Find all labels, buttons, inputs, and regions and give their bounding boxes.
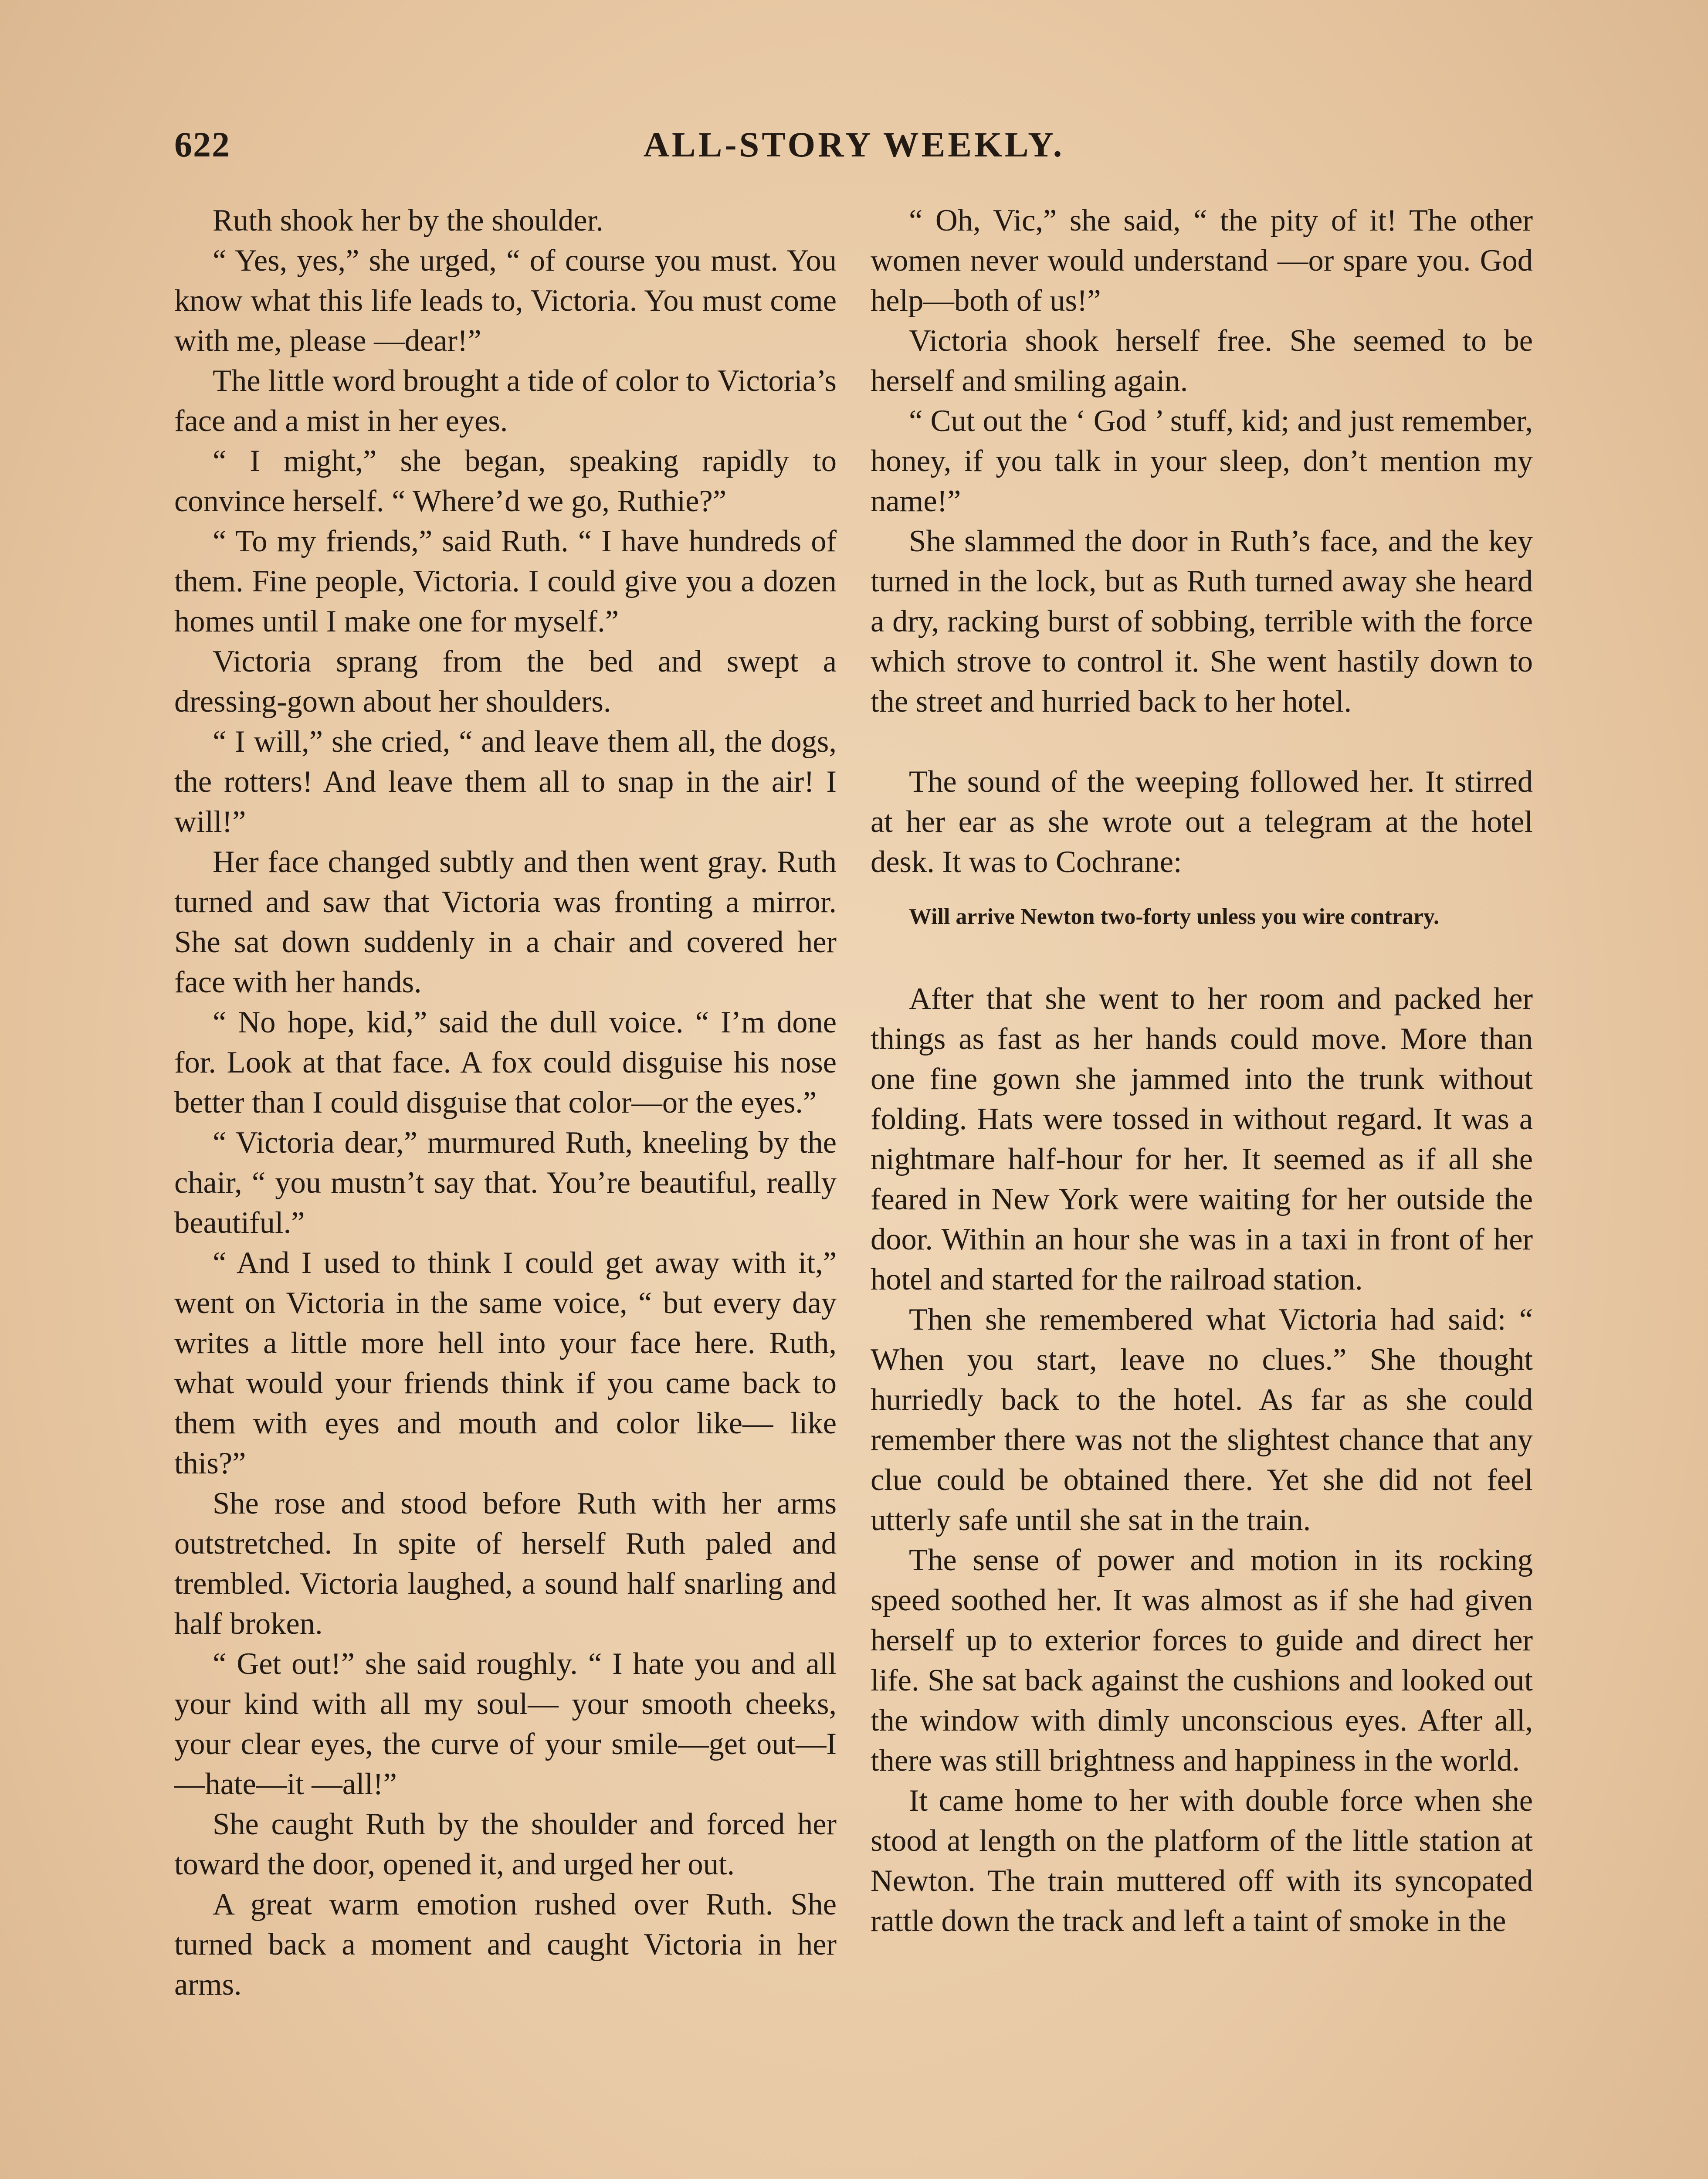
- page-header: [174, 124, 1534, 176]
- paragraph: Then she remembered what Victoria had said: “ When you start, leave no clues.” She thought hurriedly back to the hotel. As far as she could remember there was not the slightest chance that any clue could be obtained there. Yet she did not feel utterly safe until she sat in the train.: [871, 1303, 1533, 1537]
- paragraph: “ To my friends,” said Ruth. “ I have hundreds of them. Fine people, Victoria. I could give you a dozen homes until I make one for myself.”: [174, 524, 837, 638]
- paragraph: She caught Ruth by the shoulder and forced her toward the door, opened it, and urged her out.: [174, 1807, 837, 1881]
- right-column: [871, 200, 1533, 1941]
- paragraph: It came home to her with double force when she stood at length on the platform of the little station at Newton. The train muttered off with its syncopated rattle down the track and left a taint of smoke in the: [871, 1784, 1533, 1938]
- page-number: 622: [174, 125, 230, 164]
- paragraph: “ And I used to think I could get away with it,” went on Victoria in the same voice, “ but every day writes a little more hell into your face here. Ruth, what would your friends think if you came back to them with eyes and mouth and color like— like this?”: [174, 1246, 837, 1480]
- paragraph: “ Cut out the ‘ God ’ stuff, kid; and just remember, honey, if you talk in your sleep, don’t mention my name!”: [871, 404, 1533, 518]
- paragraph: Her face changed subtly and then went gray. Ruth turned and saw that Victoria was fronting a mirror. She sat down suddenly in a chair and covered her face with her hands.: [174, 845, 837, 999]
- left-column: [174, 200, 837, 2005]
- running-head: ALL-STORY WEEKLY.: [643, 125, 1065, 164]
- paragraph: “ Oh, Vic,” she said, “ the pity of it! The other women never would understand —or spare you. God help—both of us!”: [871, 204, 1533, 318]
- paragraph: “ I might,” she began, speaking rapidly to convince herself. “ Where’d we go, Ruthie?”: [174, 444, 837, 518]
- telegram-text: Will arrive Newton two-forty unless you wire contrary.: [909, 904, 1439, 929]
- paragraph: Victoria shook herself free. She seemed to be herself and smiling again.: [871, 324, 1533, 398]
- paragraph: She slammed the door in Ruth’s face, and the key turned in the lock, but as Ruth turned away she heard a dry, racking burst of sobbing, terrible with the force which strove to control it. She went hastily down to the street and hurried back to her hotel.: [871, 524, 1533, 719]
- paragraph: A great warm emotion rushed over Ruth. She turned back a moment and caught Victoria in her arms.: [174, 1887, 837, 2002]
- paragraph: “ Victoria dear,” murmured Ruth, kneeling by the chair, “ you mustn’t say that. You’re beautiful, really beautiful.”: [174, 1126, 837, 1240]
- paragraph: “ No hope, kid,” said the dull voice. “ I’m done for. Look at that face. A fox could disguise his nose better than I could disguise that color—or the eyes.”: [174, 1005, 837, 1120]
- paragraph: Ruth shook her by the shoulder.: [213, 204, 603, 238]
- paragraph: The sound of the weeping followed her. It stirred at her ear as she wrote out a telegram at the hotel desk. It was to Cochrane:: [871, 765, 1533, 879]
- paragraph: “ Get out!” she said roughly. “ I hate you and all your kind with all my soul— your smooth cheeks, your clear eyes, the curve of your smile—get out—I—hate—it —all!”: [174, 1647, 837, 1801]
- paragraph: She rose and stood before Ruth with her arms outstretched. In spite of herself Ruth paled and trembled. Victoria laughed, a sound half snarling and half broken.: [174, 1487, 837, 1641]
- paragraph: “ I will,” she cried, “ and leave them all, the dogs, the rotters! And leave them all to snap in the air! I will!”: [174, 725, 837, 839]
- paragraph: After that she went to her room and packed her things as fast as her hands could move. More than one fine gown she jammed into the trunk without folding. Hats were tossed in without regard. It was a nightmare half-hour for her. It seemed as if all she feared in New York were waiting for her outside the door. Within an hour she was in a taxi in front of her hotel and started for the railroad station.: [871, 982, 1533, 1297]
- paragraph: Victoria sprang from the bed and swept a dressing-gown about her shoulders.: [174, 645, 837, 719]
- paragraph: “ Yes, yes,” she urged, “ of course you must. You know what this life leads to, Victoria. You must come with me, please —dear!”: [174, 244, 837, 358]
- paragraph: The little word brought a tide of color to Victoria’s face and a mist in her eyes.: [174, 364, 837, 438]
- paragraph: The sense of power and motion in its rocking speed soothed her. It was almost as if she had given herself up to exterior forces to guide and direct her life. She sat back against the cushions and looked out the window with dimly unconscious eyes. After all, there was still brightness and happiness in the world.: [871, 1543, 1533, 1778]
